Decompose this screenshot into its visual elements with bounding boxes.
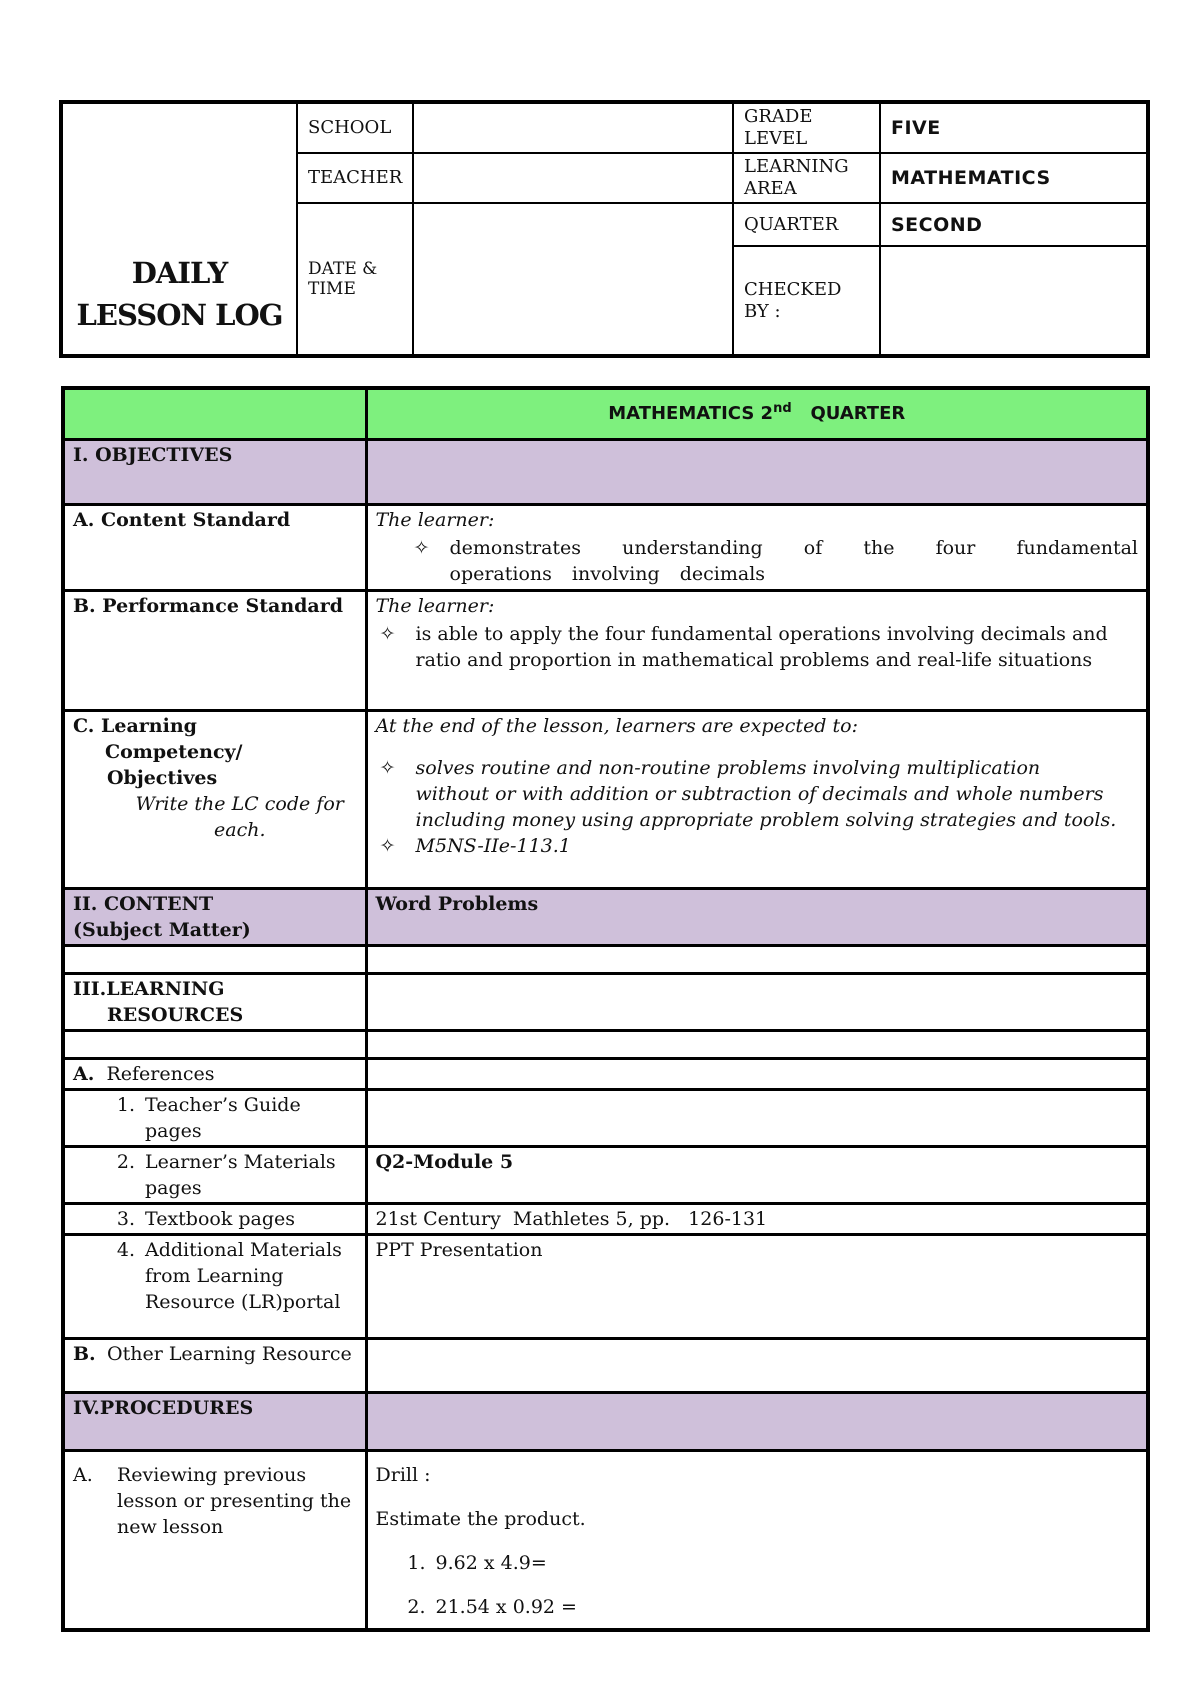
lesson-table	[61, 386, 1150, 1632]
review-cell	[366, 1450, 1148, 1630]
procedures-value	[366, 1392, 1148, 1450]
table-heading	[366, 388, 1148, 439]
competency-label-c: Objectives	[107, 766, 218, 789]
bullet-star-icon: ✧	[379, 834, 396, 857]
checked-label: CHECKED BY :	[733, 246, 880, 356]
content-standard-bullet	[376, 535, 1139, 587]
learners-materials-row	[63, 1146, 1148, 1203]
competency-intro: At the end of the lesson, learners are expected to:	[375, 714, 858, 737]
teacher-field[interactable]	[413, 153, 733, 203]
performance-standard-label: B. Performance Standard	[63, 590, 366, 710]
quarter-label: QUARTER	[733, 203, 880, 246]
competency-bullet-1-text: solves routine and non-routine problems involving multiplication without or with addition or subtraction of decimals and whole numbers including money using appropriate problem solving strategies and tools.	[415, 756, 1117, 831]
review-instruction: Estimate the product.	[375, 1507, 586, 1530]
competency-bullet-1	[376, 755, 1139, 833]
teachers-guide-value	[366, 1089, 1148, 1146]
performance-standard-cell	[366, 590, 1148, 710]
header-table	[59, 100, 1150, 358]
area-value: MATHEMATICS	[880, 153, 1148, 203]
competency-cell	[366, 710, 1148, 888]
other-resources-label	[63, 1338, 366, 1392]
references-text: References	[106, 1062, 215, 1085]
textbook-label: 3. Textbook pages	[63, 1203, 366, 1234]
teachers-guide-label: 1. Teacher’s Guide pages	[63, 1089, 366, 1146]
resources-label-b: RESOURCES	[107, 1003, 244, 1026]
resources-row	[63, 973, 1148, 1030]
other-resources-letter: B.	[73, 1342, 96, 1365]
content-value: Word Problems	[366, 888, 1148, 945]
bullet-star-icon: ✧	[379, 756, 396, 779]
performance-standard-bullet	[376, 621, 1139, 673]
learners-materials-text: Learner’s Materials pages	[145, 1150, 336, 1199]
additional-materials-row	[63, 1234, 1148, 1338]
additional-materials-value: PPT Presentation	[366, 1234, 1148, 1338]
review-row	[63, 1450, 1148, 1630]
references-value	[366, 1058, 1148, 1089]
heading-blank-cell	[63, 388, 366, 439]
competency-label-a: C. Learning	[73, 714, 197, 737]
procedures-label: IV.PROCEDURES	[63, 1392, 366, 1450]
procedures-row	[63, 1392, 1148, 1450]
checked-field[interactable]	[880, 246, 1148, 356]
spacer-row	[63, 945, 1148, 973]
additional-materials-text: Additional Materials from Learning Resource (LR)portal	[145, 1238, 342, 1313]
content-standard-row	[63, 504, 1148, 590]
heading-prefix: MATHEMATICS 2	[608, 402, 774, 424]
competency-bullet-2	[376, 833, 1139, 859]
learners-materials-value: Q2-Module 5	[366, 1146, 1148, 1203]
resources-value	[366, 973, 1148, 1030]
performance-standard-intro: The learner:	[375, 594, 495, 617]
school-field[interactable]	[413, 102, 733, 153]
competency-row	[63, 710, 1148, 888]
content-label-b: (Subject Matter)	[73, 918, 251, 941]
bullet-star-icon: ✧	[413, 536, 430, 559]
teacher-label: TEACHER	[297, 153, 413, 203]
other-resources-value	[366, 1338, 1148, 1392]
textbook-value: 21st Century Mathletes 5, pp. 126-131	[366, 1203, 1148, 1234]
area-label: LEARNING AREA	[733, 153, 880, 203]
date-field[interactable]	[413, 203, 733, 356]
objectives-label: I. OBJECTIVES	[63, 439, 366, 504]
competency-label-b: Competency/	[105, 740, 243, 763]
spacer-row	[63, 1030, 1148, 1058]
page-title: DAILY LESSON LOG	[76, 256, 283, 332]
textbook-row	[63, 1203, 1148, 1234]
quarter-value: SECOND	[880, 203, 1148, 246]
objectives-row	[63, 439, 1148, 504]
competency-note: Write the LC code for each.	[135, 792, 344, 841]
textbook-text: Textbook pages	[145, 1207, 296, 1230]
performance-standard-text: is able to apply the four fundamental operations involving decimals and ratio and proportion in mathematical problems and real-life situations	[415, 622, 1108, 671]
content-label-cell	[63, 888, 366, 945]
grade-label: GRADE LEVEL	[733, 102, 880, 153]
references-row	[63, 1058, 1148, 1089]
content-standard-label: A. Content Standard	[63, 504, 366, 590]
review-item: 2. 21.54 x 0.92 =	[407, 1595, 577, 1618]
table-heading-row	[63, 388, 1148, 439]
review-text: Reviewing previous lesson or presenting the new lesson	[117, 1463, 352, 1538]
competency-label-cell	[63, 710, 366, 888]
content-label-a: II. CONTENT	[73, 892, 214, 915]
grade-value: FIVE	[880, 102, 1148, 153]
references-letter: A.	[73, 1062, 95, 1085]
review-item: 1. 9.62 x 4.9=	[407, 1551, 547, 1574]
title-cell	[61, 102, 297, 356]
teachers-guide-text: Teacher’s Guide pages	[145, 1093, 301, 1142]
learners-materials-label: 2. Learner’s Materials pages	[63, 1146, 366, 1203]
date-label: DATE & TIME	[297, 203, 413, 356]
review-drill: Drill :	[375, 1463, 431, 1486]
references-label	[63, 1058, 366, 1089]
review-letter: A.	[73, 1463, 93, 1486]
objectives-value	[366, 439, 1148, 504]
resources-label-cell	[63, 973, 366, 1030]
heading-sup: nd	[773, 400, 792, 416]
content-row	[63, 888, 1148, 945]
other-resources-text: Other Learning Resource	[107, 1342, 352, 1365]
other-resources-row	[63, 1338, 1148, 1392]
performance-standard-row	[63, 590, 1148, 710]
review-label	[63, 1450, 366, 1630]
competency-code: M5NS-IIe-113.1	[415, 834, 571, 857]
content-standard-cell	[366, 504, 1148, 590]
teachers-guide-row	[63, 1089, 1148, 1146]
resources-label-a: III.LEARNING	[73, 977, 225, 1000]
bullet-star-icon: ✧	[379, 622, 396, 645]
school-label: SCHOOL	[297, 102, 413, 153]
heading-suffix: QUARTER	[810, 402, 906, 424]
content-standard-text: demonstrates understanding of the four fundamental operations involving decimals	[449, 536, 1138, 585]
content-standard-intro: The learner:	[375, 508, 495, 531]
additional-materials-label: 4. Additional Materials from Learning Resource (LR)portal	[63, 1234, 366, 1338]
